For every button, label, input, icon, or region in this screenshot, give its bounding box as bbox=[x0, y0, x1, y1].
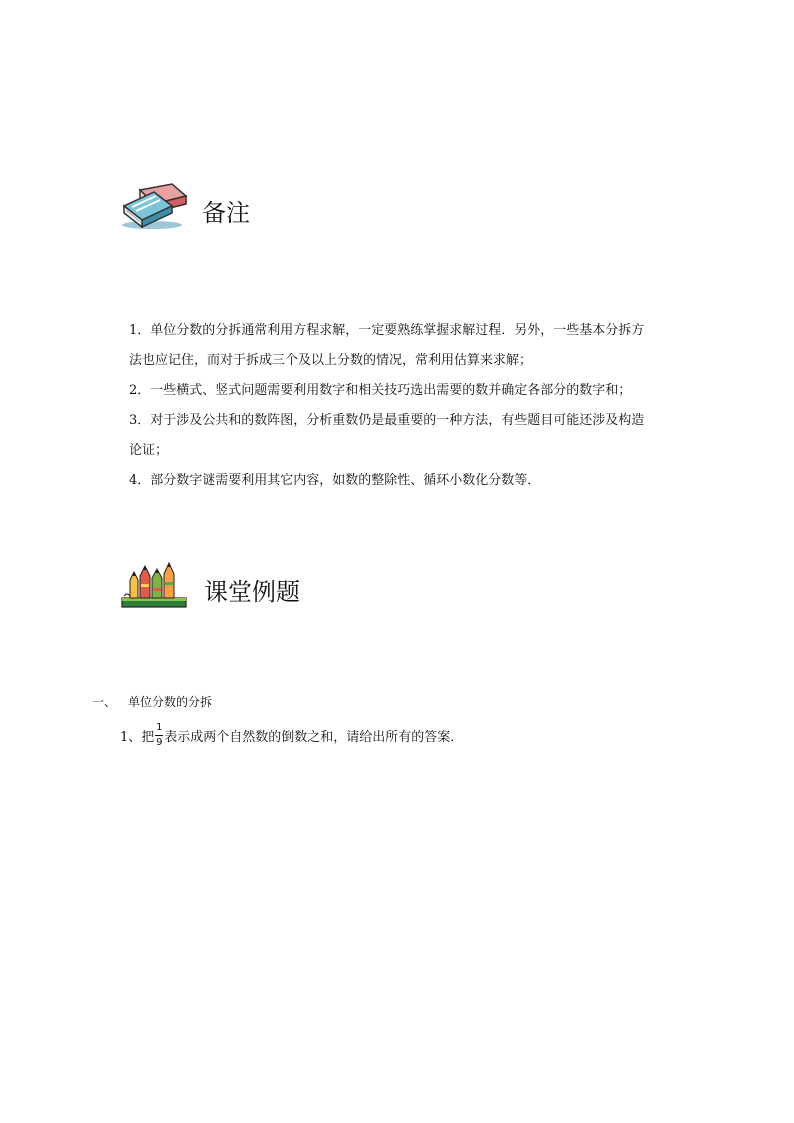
fraction-bar bbox=[155, 735, 163, 736]
notes-section-header bbox=[120, 180, 420, 250]
problem-suffix: 表示成两个自然数的倒数之和，请给出所有的答案． bbox=[164, 730, 464, 745]
examples-title: 课堂例题 bbox=[204, 578, 300, 606]
notes-line: 1．单位分数的分拆通常利用方程求解，一定要熟练掌握求解过程．另外，一些基本分拆方 bbox=[129, 323, 645, 338]
notes-line: 4．部分数字谜需要利用其它内容，如数的整除性、循环小数化分数等． bbox=[129, 473, 541, 488]
notes-title: 备注 bbox=[202, 199, 250, 227]
problem-1 bbox=[120, 722, 463, 758]
notes-line: 3．对于涉及公共和的数阵图，分析重数仍是最重要的一种方法，有些题目可能还涉及构造 bbox=[129, 413, 645, 428]
examples-section-header bbox=[120, 560, 420, 630]
notes-line: 2．一些横式、竖式问题需要利用数字和相关技巧选出需要的数并确定各部分的数字和； bbox=[129, 383, 632, 398]
topic-number: 一、 bbox=[92, 695, 117, 709]
fraction-denominator: 9 bbox=[156, 737, 163, 748]
books-icon bbox=[120, 180, 190, 236]
notes-list bbox=[129, 316, 694, 496]
notes-line: 法也应记住，而对于拆成三个及以上分数的情况，常利用估算来求解； bbox=[129, 353, 533, 368]
topic-label: 单位分数的分拆 bbox=[128, 695, 213, 709]
topic-heading bbox=[92, 693, 212, 710]
problem-prefix: 1、把 bbox=[120, 730, 155, 745]
fraction bbox=[155, 722, 163, 749]
fraction-numerator: 1 bbox=[156, 722, 163, 733]
notes-line: 论证； bbox=[129, 443, 169, 458]
pencils-icon bbox=[120, 560, 188, 614]
